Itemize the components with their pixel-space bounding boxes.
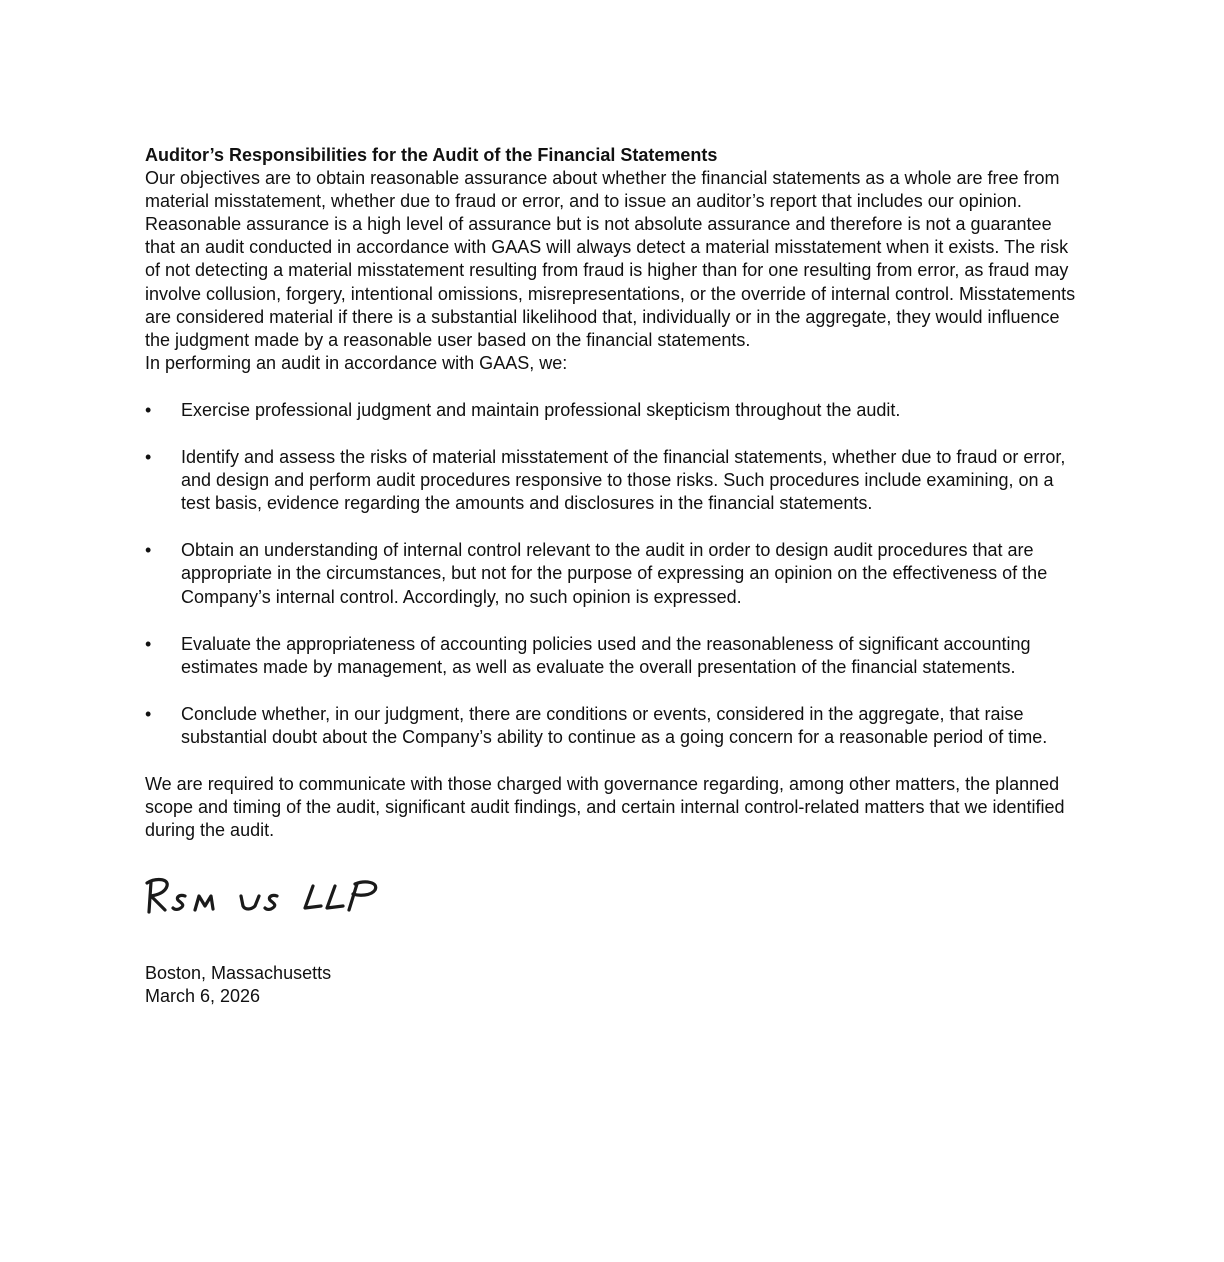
report-page [145,144,1085,1008]
bullet-icon: • [145,633,152,654]
intro-paragraph: Our objectives are to obtain reasonable assurance about whether the financial statements as a whole are free from material misstatement, whether due to fraud or error, and to issue an auditor’s report that includes our opinion. Reasonable assurance is a high level of assurance but is not absolute assurance and therefore is not a guarantee that an audit conducted in accordance with GAAS will always detect a material misstatement when it exists. The risk of not detecting a material misstatement resulting from fraud is higher than for one resulting from error, as fraud may involve collusion, forgery, intentional omissions, misrepresentations, or the override of internal control. Misstatements are considered material if there is a substantial likelihood that, individually or in the aggregate, they would influence the judgment made by a reasonable user based on the financial statements. [145,168,1076,350]
list-item [145,633,1085,679]
signature [145,872,405,920]
bullet-icon: • [145,540,152,561]
list-item-text: Evaluate the appropriateness of accounting policies used and the reasonableness of significant accounting estimates made by management, as well as evaluate the overall presentation of the financial statements. [181,633,1031,677]
closing-paragraph: We are required to communicate with those charged with governance regarding, among other matters, the planned scope and timing of the audit, significant audit findings, and certain internal control-related matters that we identified during the audit. [145,773,1065,841]
list-item-text: Identify and assess the risks of material misstatement of the financial statements, whether due to fraud or error, and design and perform audit procedures responsive to those risks. Such procedures include examining, on a test basis, evidence regarding the amounts and disclosures in the financial statements. [181,447,1066,514]
bullet-icon: • [145,399,152,420]
bullet-icon: • [145,447,152,468]
list-item [145,446,1085,515]
list-item-text: Conclude whether, in our judgment, there are conditions or events, considered in the aggregate, that raise substantial doubt about the Company’s ability to continue as a going concern for a reasonable period of time. [181,703,1048,747]
date-text: March 6, 2026 [145,986,261,1007]
signature-icon [145,872,395,920]
list-item [145,539,1085,608]
list-item [145,399,1085,422]
signature-block [145,962,1085,1008]
list-item [145,703,1085,749]
location-text: Boston, Massachusetts [145,963,332,984]
lead-in-text: In performing an audit in accordance with GAAS, we: [145,352,568,373]
bullet-icon: • [145,703,152,724]
list-item-text: Exercise professional judgment and maintain professional skepticism throughout the audit. [181,399,901,420]
list-item-text: Obtain an understanding of internal control relevant to the audit in order to design audit procedures that are appropriate in the circumstances, but not for the purpose of expressing an opinion on the effectiveness of the Company’s internal control. Accordingly, no such opinion is expressed. [181,540,1048,607]
section-heading: Auditor’s Responsibilities for the Audit of the Financial Statements [145,145,718,165]
procedures-list [145,399,1085,749]
